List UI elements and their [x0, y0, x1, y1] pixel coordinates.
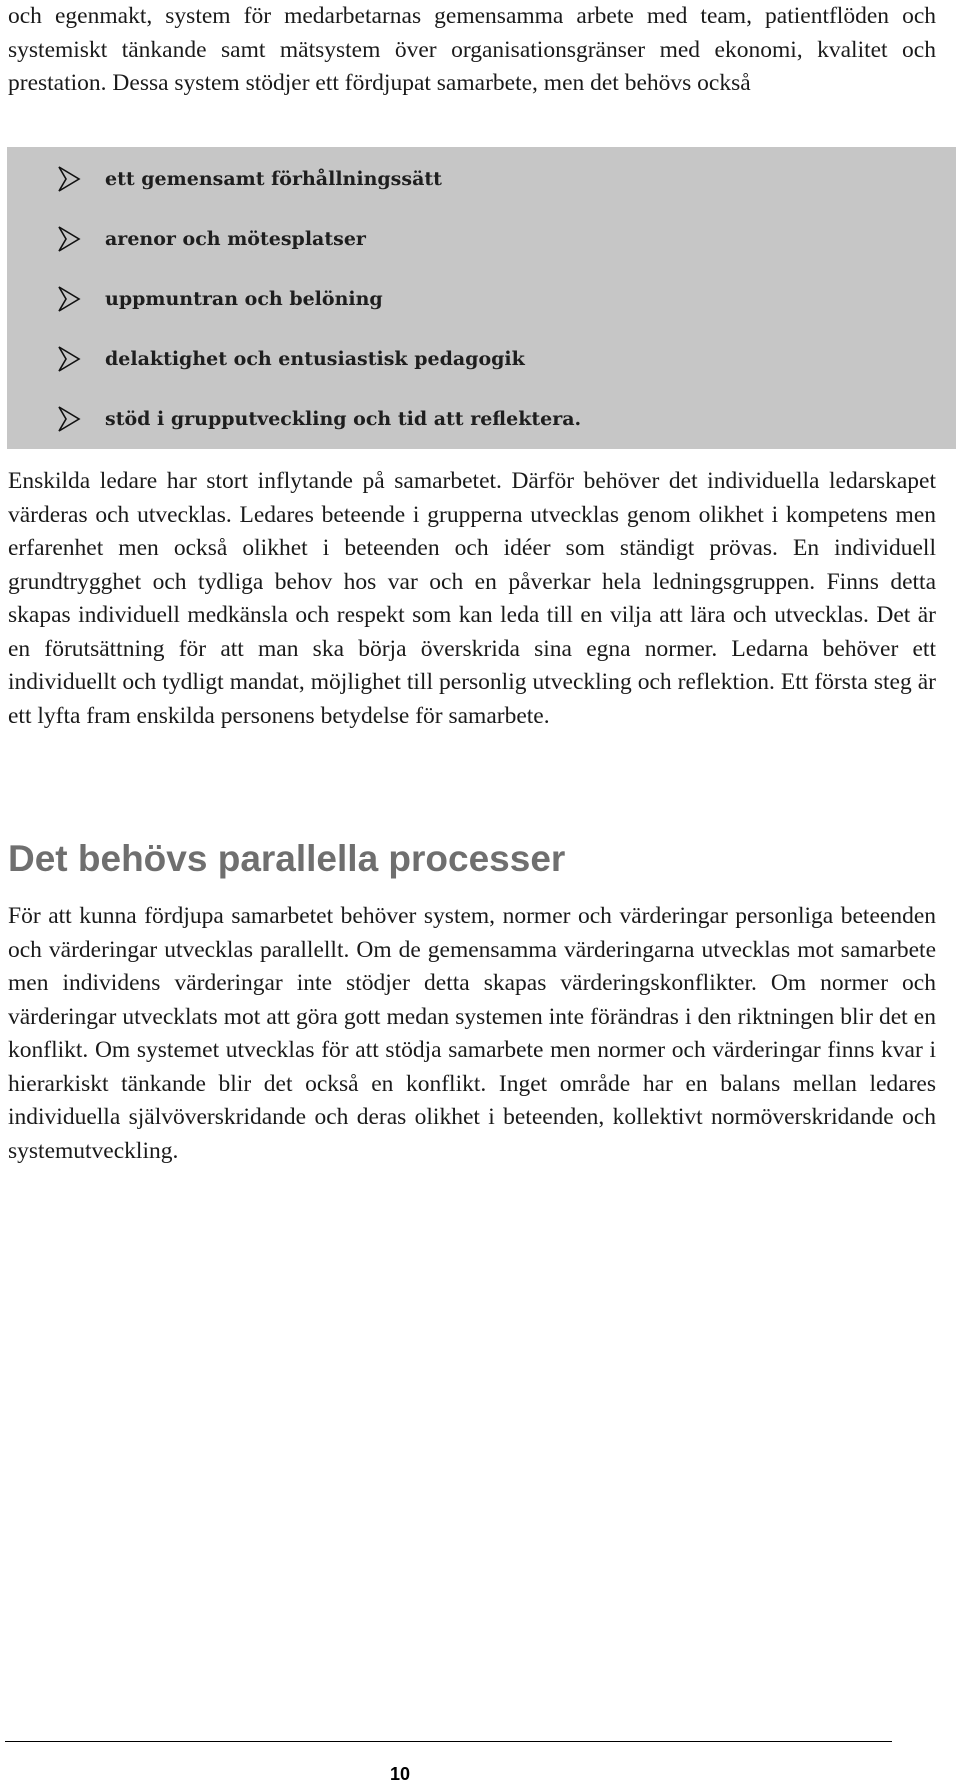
list-item-text: arenor och mötesplatser [105, 228, 366, 250]
bullet-list [7, 162, 956, 462]
arrow-bullet-icon [57, 346, 81, 372]
arrow-bullet-icon [57, 286, 81, 312]
callout-box [7, 147, 956, 449]
list-item [7, 342, 956, 402]
intro-paragraph: och egenmakt, system för medarbetarnas gemensamma arbete med team, patientflöden och systemiskt tänkande samt mätsystem över organisationsgränser med ekonomi, kvalitet och prestation. Dessa system stödjer ett fördjupat samarbete, men det behövs också [8, 3, 936, 96]
list-item [7, 222, 956, 282]
arrow-bullet-icon [57, 226, 81, 252]
footer-divider [5, 1741, 892, 1742]
list-item-text: uppmuntran och belöning [105, 288, 383, 310]
page-number: 10 [389, 1764, 411, 1784]
list-item [7, 162, 956, 222]
list-item-text: ett gemensamt förhållningssätt [105, 168, 442, 190]
arrow-bullet-icon [57, 166, 81, 192]
list-item-text: stöd i grupputveckling och tid att reflektera. [105, 408, 582, 430]
list-item-text: delaktighet och entusiastisk pedagogik [105, 348, 525, 370]
list-item [7, 402, 956, 462]
section-heading: Det behövs parallella processer [8, 838, 566, 879]
arrow-bullet-icon [57, 406, 81, 432]
parallel-processes-paragraph: För att kunna fördjupa samarbetet behöver system, normer och värderingar personliga beteenden och värderingar utvecklas parallellt. Om de gemensamma värderingarna utvecklas mot samarbete men individens värderingar inte stödjer detta skapas värderingskonflikter. Om normer och värderingar utvecklats mot att göra gott medan systemen inte förändras i den riktningen blir det en konflikt. Om systemet utvecklas för att stödja samarbete men normer och värderingar finns kvar i hierarkiskt tänkande blir det också en konflikt. Inget område har en balans mellan ledares individuella självöverskridande och deras olikhet i beteenden, kollektivt normöverskridande och systemutveckling. [8, 903, 936, 1164]
list-item [7, 282, 956, 342]
leadership-paragraph: Enskilda ledare har stort inflytande på samarbetet. Därför behöver det individuella ledarskapet värderas och utvecklas. Ledares beteende i grupperna utvecklas genom olikhet i kompetens men erfarenhet men också olikhet i beteenden och idéer som ständigt prövas. En individuell grundtrygghet och tydliga behov hos var och en påverkar hela ledningsgruppen. Finns detta skapas individuell medkänsla och respekt som kan leda till en vilja att lära och utvecklas. Det är en förutsättning för att man ska börja överskrida sina egna normer. Ledarna behöver ett individuellt och tydligt mandat, möjlighet till personlig utveckling och reflektion. Ett första steg är ett lyfta fram enskilda personens betydelse för samarbete. [8, 468, 936, 729]
